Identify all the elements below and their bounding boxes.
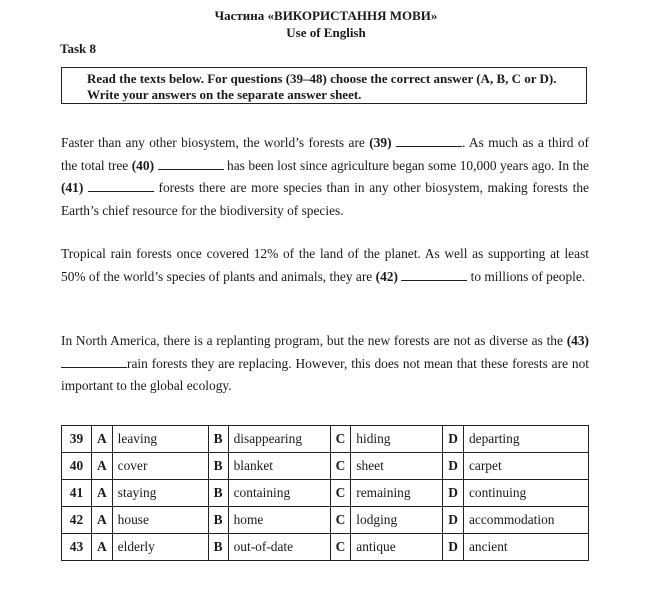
answer-blank-40 (158, 157, 224, 170)
option-d: continuing (463, 480, 588, 507)
option-b: blanket (228, 453, 330, 480)
option-letter: C (330, 480, 351, 507)
option-letter: C (330, 426, 351, 453)
question-number: 40 (62, 453, 92, 480)
table-row (62, 426, 589, 453)
option-b: home (228, 507, 330, 534)
option-d: ancient (463, 534, 588, 561)
option-letter: D (443, 480, 464, 507)
option-d: departing (463, 426, 588, 453)
answer-blank-39 (396, 134, 462, 147)
text: . As much as a third of the total tree (61, 135, 589, 173)
paragraph-2 (61, 243, 589, 288)
option-letter: A (92, 453, 113, 480)
text: to millions of people. (467, 268, 586, 284)
option-letter: D (443, 534, 464, 561)
option-letter: C (330, 534, 351, 561)
question-number: 43 (62, 534, 92, 561)
question-number-41: (41) (61, 180, 84, 195)
question-number: 41 (62, 480, 92, 507)
table-row (62, 480, 589, 507)
answer-blank-41 (88, 179, 154, 192)
answer-blank-43 (61, 355, 127, 368)
option-letter: C (330, 453, 351, 480)
option-letter: A (92, 480, 113, 507)
option-letter: C (330, 507, 351, 534)
option-letter: B (208, 453, 228, 480)
text: Tropical rain forests once covered 12% of the land of the planet. As well as supporting at least 50% of the world’s species of plants and animals, they are (61, 246, 589, 284)
text: In North America, there is a replanting program, but the new forests are not as diverse as the (61, 333, 567, 348)
text: Faster than any other biosystem, the world’s forests are (61, 135, 370, 150)
option-a: cover (112, 453, 208, 480)
answer-blank-42 (401, 268, 467, 281)
option-letter: D (443, 453, 464, 480)
option-d: accommodation (463, 507, 588, 534)
option-b: containing (228, 480, 330, 507)
section-title: Частина «ВИКОРИСТАННЯ МОВИ» (214, 8, 438, 23)
task-title: Task 8 (60, 41, 97, 56)
option-a: elderly (112, 534, 208, 561)
option-a: house (112, 507, 208, 534)
question-number: 39 (62, 426, 92, 453)
option-letter: B (208, 480, 228, 507)
section-subtitle: Use of English (286, 25, 366, 40)
option-a: staying (112, 480, 208, 507)
option-letter: A (92, 534, 113, 561)
text: has been lost since agriculture began some 10,000 years ago. In the (223, 157, 589, 173)
option-b: out-of-date (228, 534, 330, 561)
question-number-42: (42) (375, 268, 398, 284)
option-c: sheet (351, 453, 443, 480)
instructions-box: Read the texts below. For questions (39–48) choose the correct answer (A, B, C or D). Write your answers on the separate answer sheet. (61, 67, 587, 104)
option-c: remaining (351, 480, 443, 507)
question-number-43: (43) (566, 333, 589, 348)
text: forests there are more species than in any other biosystem, making forests the Earth’s chief resource for the biodiversity of species. (61, 180, 589, 218)
option-letter: D (443, 426, 464, 453)
text: rain forests they are replacing. However, this does not mean that these forests are not important to the global ecology. (61, 355, 589, 393)
table-row (62, 507, 589, 534)
option-b: disappearing (228, 426, 330, 453)
question-number-40: (40) (131, 157, 155, 173)
option-letter: D (443, 507, 464, 534)
table-row (62, 453, 589, 480)
paragraph-1 (61, 132, 589, 222)
table-row (62, 534, 589, 561)
option-letter: A (92, 507, 113, 534)
option-d: carpet (463, 453, 588, 480)
option-letter: B (208, 426, 228, 453)
option-letter: A (92, 426, 113, 453)
option-letter: B (208, 534, 228, 561)
option-a: leaving (112, 426, 208, 453)
option-letter: B (208, 507, 228, 534)
option-c: hiding (351, 426, 443, 453)
paragraph-3 (61, 330, 589, 398)
question-number: 42 (62, 507, 92, 534)
option-c: lodging (351, 507, 443, 534)
answer-options-table (61, 425, 589, 561)
question-number-39: (39) (369, 135, 392, 150)
option-c: antique (351, 534, 443, 561)
